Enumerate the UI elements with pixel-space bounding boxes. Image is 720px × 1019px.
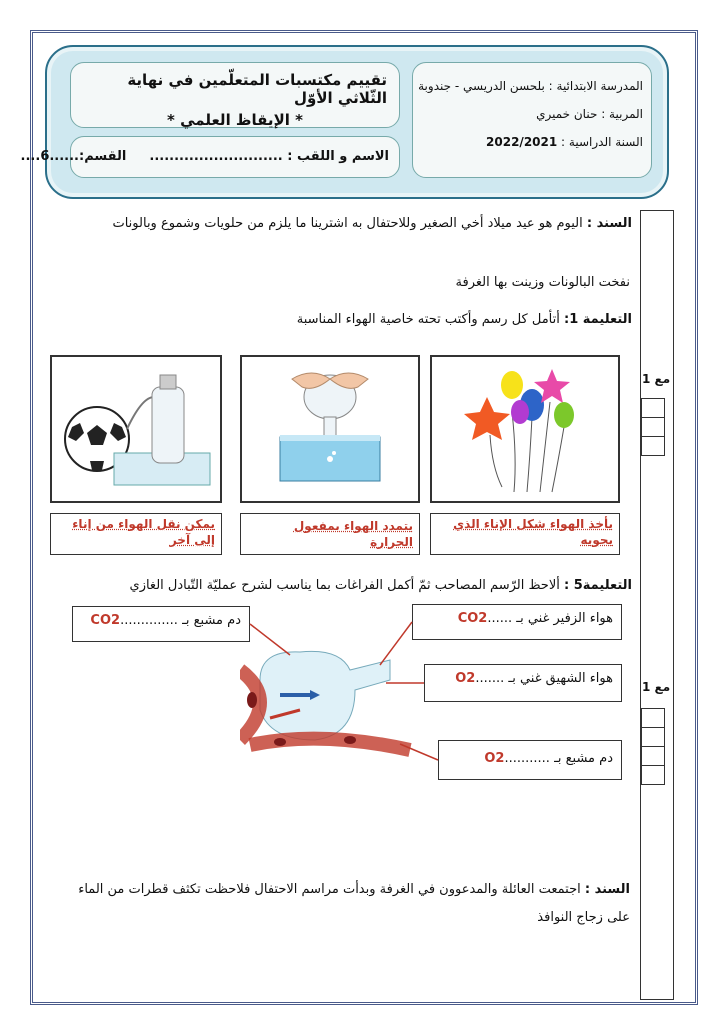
caption-balloons[interactable]: يأخذ الهواء شكل الإناء الذي يحويه bbox=[430, 513, 620, 555]
score-label-1: مع 1 bbox=[642, 372, 671, 386]
school-year: 2022/2021 bbox=[486, 135, 558, 149]
blank-inhaled-prefix: هواء الشهيق غني بـ bbox=[508, 671, 613, 686]
task-1-label: التعليمة 1: bbox=[564, 312, 632, 327]
blank-blood-co2-prefix: دم مشبع بـ bbox=[182, 613, 241, 628]
blank-blood-o2-dots: ........... bbox=[504, 751, 550, 766]
subject-title: * الإيقاظ العلمي * bbox=[167, 111, 303, 129]
sanad-3-text: اجتمعت العائلة والمدعوون في الغرفة وبدأت مراسم الاحتفال فلاحظت تكثف قطرات من الماء على زجاج النوافذ bbox=[78, 882, 630, 925]
sanad-1-text: اليوم هو عيد ميلاد أخي الصغير وللاحتفال به اشترينا ما يلزم من حلويات وشموع وبالونات bbox=[112, 216, 583, 231]
sanad-3-label: السند : bbox=[584, 882, 630, 897]
teacher-name: المربية : حنان خميري bbox=[536, 107, 643, 121]
name-label: الاسم و اللقب : ........................... bbox=[149, 149, 389, 164]
task-5-label: التعليمة5 : bbox=[564, 578, 632, 593]
sanad-1-label: السند : bbox=[586, 216, 632, 231]
task-5-text: ألاحظ الرّسم المصاحب ثمّ أكمل الفراغات بما يناسب لشرح عمليّة التّبادل الغازي bbox=[129, 578, 560, 593]
blank-exhaled-dots: ...... bbox=[487, 611, 513, 626]
task-1-text: أتأمل كل رسم وأكتب تحته خاصية الهواء المناسبة bbox=[296, 312, 560, 327]
blank-inhaled-answer: O2 bbox=[455, 671, 476, 686]
blank-exhaled-prefix: هواء الزفير غني بـ bbox=[516, 611, 613, 626]
sanad-1-line2: نفخت البالونات وزينت بها الغرفة bbox=[455, 275, 630, 290]
blank-blood-o2-answer: O2 bbox=[484, 751, 505, 766]
exam-title: تقييم مكتسبات المتعلّمين في نهاية الثّلاثي الأوّل bbox=[127, 71, 387, 107]
score-label-2: مع 1 bbox=[642, 680, 671, 694]
sanad-3 bbox=[55, 876, 630, 932]
blank-exhaled-answer: CO2 bbox=[457, 611, 488, 626]
class-dots: ...... bbox=[49, 149, 79, 164]
class-label: القسم: bbox=[79, 149, 127, 164]
blank-blood-o2-prefix: دم مشبع بـ bbox=[554, 751, 613, 766]
blank-blood-co2-answer: CO2 bbox=[90, 613, 121, 628]
school-name: المدرسة الابتدائية : بلحسن الدريسي - جندوبة bbox=[418, 79, 643, 93]
blank-blood-co2-dots: .............. bbox=[120, 613, 178, 628]
class-value: 6.... bbox=[20, 149, 50, 164]
caption-flask[interactable]: يتمدد الهواء بمفعول الحرارة bbox=[240, 513, 420, 555]
caption-ball-bottle[interactable]: يمكن نقل الهواء من إناء إلى آخر bbox=[50, 513, 222, 555]
blank-inhaled-dots: ....... bbox=[475, 671, 505, 686]
year-label: السنة الدراسية : bbox=[561, 135, 643, 149]
